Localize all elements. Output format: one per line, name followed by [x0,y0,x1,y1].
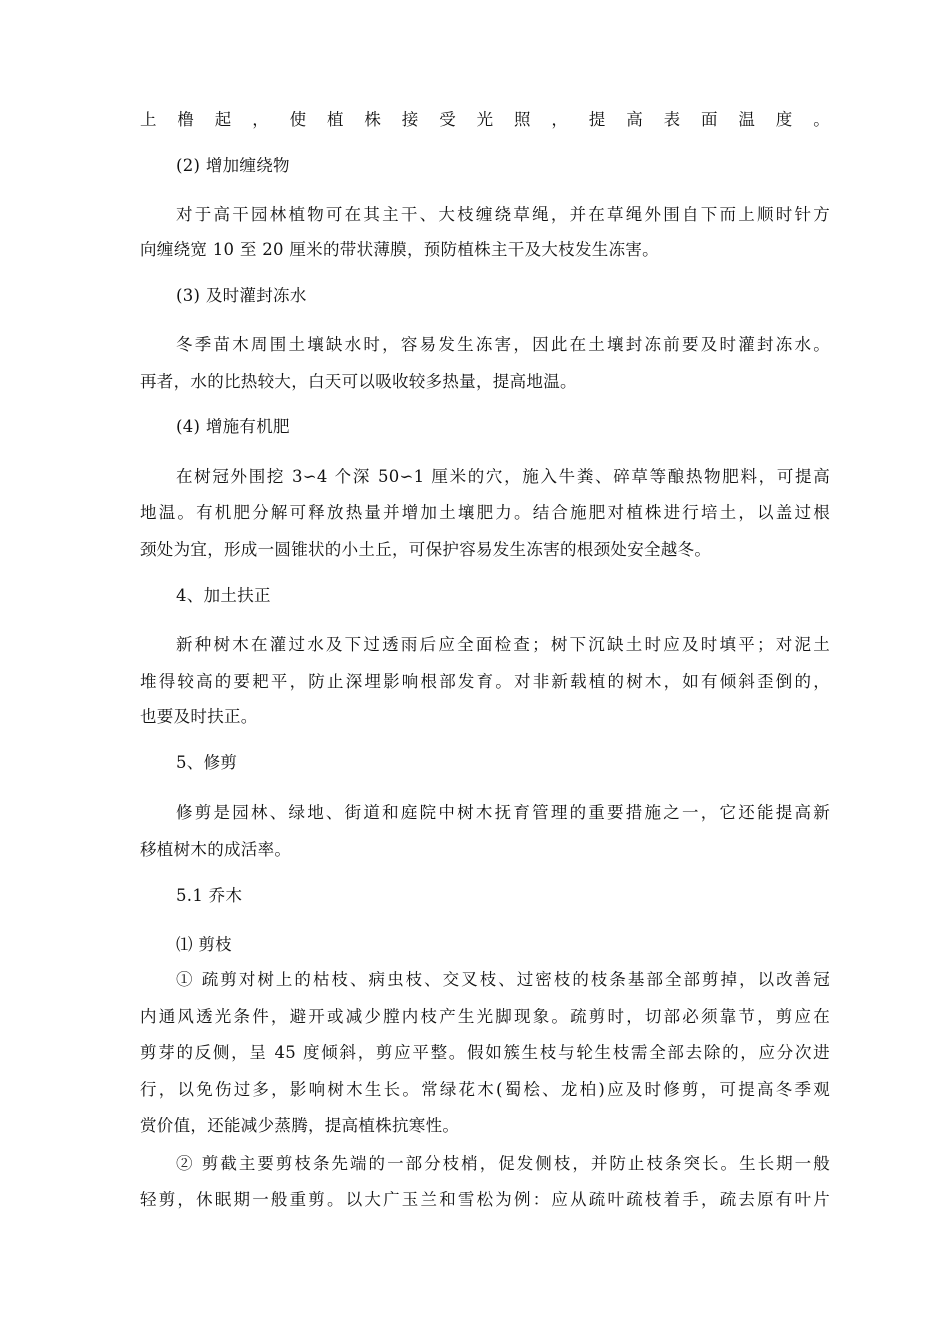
paragraph-line: 行，以免伤过多，影响树木生长。常绿花木(蜀桧、龙柏)应及时修剪，可提高冬季观 [140,1080,830,1099]
paragraph-line: 轻剪，休眠期一般重剪。以大广玉兰和雪松为例：应从疏叶疏枝着手，疏去原有叶片 [140,1190,830,1209]
paragraph-line: 新种树木在灌过水及下过透雨后应全面检查；树下沉缺土时应及时填平；对泥土 [176,635,830,654]
paragraph-line: 赏价值，还能减少蒸腾，提高植株抗寒性。 [140,1116,460,1135]
paragraph-line: 上橹起，使植株接受光照，提高表面温度。 [140,110,830,129]
paragraph-line: 修剪是园林、绿地、街道和庭院中树木抚育管理的重要措施之一，它还能提高新 [176,803,830,822]
paragraph-line: 移植树木的成活率。 [140,840,292,859]
subheading-pruning: ⑴ 剪枝 [176,935,232,954]
paragraph-line: 堆得较高的要耙平，防止深埋影响根部发育。对非新载植的树木，如有倾斜歪倒的， [140,672,830,691]
section-heading-4: 4、加土扶正 [176,586,271,605]
subheading-4: (4) 增施有机肥 [176,417,290,436]
paragraph-line: 地温。有机肥分解可释放热量并增加土壤肥力。结合施肥对植株进行培土，以盖过根 [140,503,830,522]
section-heading-5: 5、修剪 [176,753,238,772]
section-heading-5-1: 5.1 乔木 [176,886,243,905]
subheading-3: (3) 及时灌封冻水 [176,286,307,305]
paragraph-line: ① 疏剪对树上的枯枝、病虫枝、交叉枝、过密枝的枝条基部全部剪掉，以改善冠 [176,970,830,989]
paragraph-line: 在树冠外围挖 3∽4 个深 50∽1 厘米的穴，施入牛粪、碎草等酿热物肥料，可提高 [176,467,830,486]
paragraph-line: 再者，水的比热较大，白天可以吸收较多热量，提高地温。 [140,372,577,391]
subheading-2: (2) 增加缠绕物 [176,156,290,175]
document-page [140,0,830,1344]
paragraph-line: 也要及时扶正。 [140,707,258,726]
paragraph-line: 对于高干园林植物可在其主干、大枝缠绕草绳，并在草绳外围自下而上顺时针方 [176,205,830,224]
paragraph-line: 剪芽的反侧，呈 45 度倾斜，剪应平整。假如簇生枝与轮生枝需全部去除的，应分次进 [140,1043,830,1062]
paragraph-line: ② 剪截主要剪枝条先端的一部分枝梢，促发侧枝，并防止枝条突长。生长期一般 [176,1154,830,1173]
paragraph-line: 内通风透光条件，避开或减少膛内枝产生光脚现象。疏剪时，切部必须靠节，剪应在 [140,1007,830,1026]
paragraph-line: 冬季苗木周围土壤缺水时，容易发生冻害，因此在土壤封冻前要及时灌封冻水。 [176,335,830,354]
paragraph-line: 向缠绕宽 10 至 20 厘米的带状薄膜，预防植株主干及大枝发生冻害。 [140,240,659,259]
paragraph-line: 颈处为宜，形成一圆锥状的小土丘，可保护容易发生冻害的根颈处安全越冬。 [140,540,712,559]
